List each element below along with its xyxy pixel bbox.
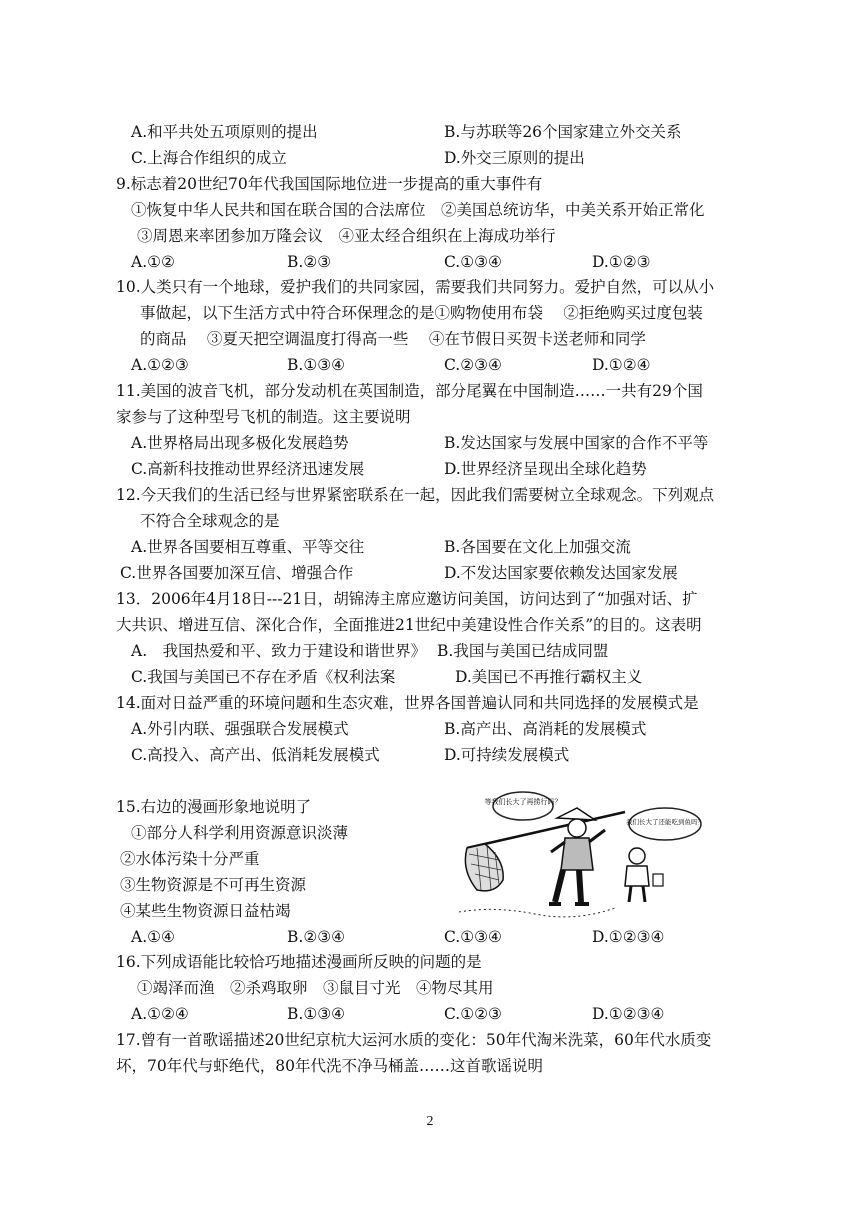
q12-option-b: B.各国要在文化上加强交流 [444,538,631,556]
q8-option-a: A.和平共处五项原则的提出 [131,123,318,141]
q14-option-a: A.外引内联、强强联合发展模式 [131,720,349,738]
fishing-net [465,844,503,891]
q13-option-c: C.我国与美国已不存在矛盾《权利法案 [131,668,396,686]
q9-item-line2: ③周恩来率团参加万隆会议 ④亚太经合组织在上海成功举行 [137,227,556,245]
q10-stem-line1: 10.人类只有一个地球，爱护我们的共同家园，需要我们共同努力。爱护自然，可以从小 [116,278,715,296]
q9-option-d: D.①②③ [592,253,651,271]
q13-option-d: D.美国已不再推行霸权主义 [455,668,643,686]
q10-option-d: D.①②④ [592,356,651,374]
q15-option-c: C.①③④ [444,928,502,946]
q8-option-b: B.与苏联等26个国家建立外交关系 [444,123,682,141]
q14-stem: 14.面对日益严重的环境问题和生态灾难，世界各国普遍认同和共同选择的发展模式是 [116,694,699,712]
q11-option-a: A.世界格局出现多极化发展趋势 [131,434,349,452]
fishing-cartoon-illustration [455,790,705,920]
q13-stem-line1: 13．2006年4月18日---21日，胡锦涛主席应邀访问美国，访问达到了“加强对话、扩 [116,590,698,608]
q15-option-a: A.①④ [131,928,175,946]
speech-bubble-right-text: 我们长大了还能吃到鱼吗？ [626,818,704,826]
q16-option-d: D.①②③④ [592,1005,665,1023]
q10-option-c: C.②③④ [444,356,502,374]
q9-option-c: C.①③④ [444,253,502,271]
q16-option-a: A.①②④ [131,1005,189,1023]
net-pole [467,812,625,848]
q17-stem-line1: 17.曾有一首歌谣描述20世纪京杭大运河水质的变化：50年代淘米洗菜，60年代水质变 [116,1031,712,1049]
q9-option-b: B.②③ [287,253,332,271]
q12-stem-line1: 12.今天我们的生活已经与世界紧密联系在一起，因此我们需要树立全球观念。下列观点 [116,486,715,504]
q10-stem-line2: 事做起，以下生活方式中符合环保理念的是①购物使用布袋 ②拒绝购买过度包装 [140,304,703,322]
q9-item-line1: ①恢复中华人民共和国在联合国的合法席位 ②美国总统访华，中美关系开始正常化 [131,201,705,219]
q13-option-a: A. 我国热爱和平、致力于建设和谐世界》 [131,642,427,660]
q10-option-b: B.①③④ [287,356,346,374]
q16-items: ①竭泽而渔 ②杀鸡取卵 ③鼠目寸光 ④物尽其用 [137,979,494,997]
q11-option-d: D.世界经济呈现出全球化趋势 [444,460,647,478]
q13-option-b: B.我国与美国已结成同盟 [437,642,609,660]
q14-option-b: B.高产出、高消耗的发展模式 [444,720,647,738]
q11-option-b: B.发达国家与发展中国家的合作不平等 [444,434,709,452]
q15-stem: 15.右边的漫画形象地说明了 [116,798,312,816]
q9-stem: 9.标志着20世纪70年代我国国际地位进一步提高的重大事件有 [116,175,543,193]
child-figure [625,848,663,902]
q12-stem-line2: 不符合全球观念的是 [140,512,280,530]
q15-item-4: ④某些生物资源日益枯竭 [120,902,291,920]
q16-option-b: B.①③④ [287,1005,346,1023]
q15-option-b: B.②③④ [287,928,346,946]
q11-stem-line1: 11.美国的波音飞机，部分发动机在英国制造，部分尾翼在中国制造……一共有29个国 [116,382,703,400]
q17-stem-line2: 坏，70年代与虾绝代，80年代洗不净马桶盖……这首歌谣说明 [116,1057,543,1075]
q10-stem-line3: 的商品 ③夏天把空调温度打得高一些 ④在节假日买贺卡送老师和同学 [140,330,646,348]
q12-option-c: C.世界各国要加深互信、增强合作 [120,564,354,582]
speech-bubble-left-text: 等我们长大了再捞行吗？ [484,798,562,806]
q11-stem-line2: 家参与了这种型号飞机的制造。这主要说明 [116,408,411,426]
q15-item-1: ①部分人科学利用资源意识淡薄 [131,824,349,842]
q16-stem: 16.下列成语能比较恰巧地描述漫画所反映的问题的是 [116,953,482,971]
q8-option-d: D.外交三原则的提出 [444,149,585,167]
speech-bubble-left [493,792,553,820]
q15-item-2: ②水体污染十分严重 [120,850,260,868]
q12-option-d: D.不发达国家要依赖发达国家发展 [444,564,678,582]
q10-option-a: A.①②③ [131,356,189,374]
q9-option-a: A.①② [131,253,175,271]
q11-option-c: C.高新科技推动世界经济迅速发展 [131,460,365,478]
bucket [653,874,663,886]
riverbed [459,908,615,917]
q14-option-c: C.高投入、高产出、低消耗发展模式 [131,746,380,764]
q8-option-c: C.上海合作组织的成立 [131,149,287,167]
q12-option-a: A.世界各国要相互尊重、平等交往 [131,538,365,556]
q15-item-3: ③生物资源是不可再生资源 [120,876,307,894]
page-number: 2 [426,1114,434,1129]
q16-option-c: C.①②③ [444,1005,502,1023]
q13-stem-line2: 大共识、增进互信、深化合作，全面推进21世纪中美建设性合作关系”的目的。这表明 [116,616,702,634]
fisherman-figure [549,808,605,904]
q14-option-d: D.可持续发展模式 [444,746,570,764]
q15-option-d: D.①②③④ [592,928,665,946]
